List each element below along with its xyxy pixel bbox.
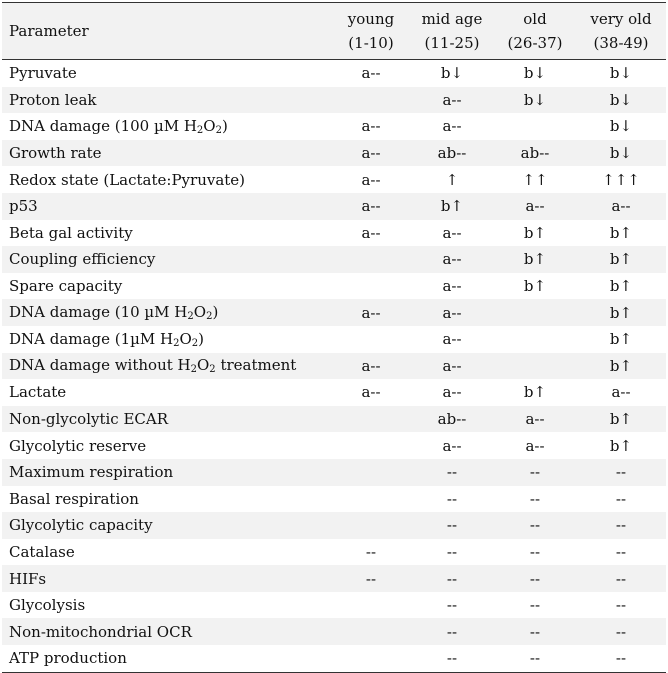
- parameter-text: ): [212, 303, 219, 322]
- table-row: [2, 113, 666, 140]
- parameter-text: HIFs: [9, 569, 47, 588]
- parameter-text: Spare capacity: [9, 277, 123, 296]
- parameter-name: [2, 113, 332, 140]
- table-row: [2, 379, 666, 406]
- header-parameter: Parameter: [2, 3, 332, 60]
- value-cell: [494, 113, 576, 140]
- value-cell: [494, 326, 576, 353]
- value-cell: ab--: [410, 140, 494, 167]
- value-cell: a--: [576, 193, 666, 220]
- parameter-name: [2, 273, 332, 300]
- value-cell: [332, 406, 410, 433]
- group-name: mid age: [421, 10, 483, 28]
- value-cell: b↓: [609, 64, 633, 83]
- value-cell: a--: [410, 246, 494, 273]
- table-row: [2, 273, 666, 300]
- table-row: [2, 246, 666, 273]
- value-cell: ab--: [494, 140, 576, 167]
- table-row: [2, 486, 666, 513]
- value-cell: b↑: [576, 353, 666, 380]
- value-cell: a--: [361, 64, 381, 83]
- parameter-name: [2, 645, 332, 672]
- table-row: [2, 60, 666, 87]
- parameter-name: [2, 406, 332, 433]
- value-cell: --: [529, 489, 541, 508]
- parameter-name: [2, 512, 332, 539]
- parameter-name: [2, 618, 332, 645]
- value-cell: [332, 486, 410, 513]
- value-cell: a--: [442, 436, 462, 455]
- value-cell: a--: [442, 277, 462, 296]
- parameter-text: O: [203, 116, 216, 135]
- table-row: [2, 299, 666, 326]
- header-group-old: [494, 3, 576, 60]
- value-cell: --: [529, 596, 541, 615]
- value-cell: a--: [332, 353, 410, 380]
- value-cell: a--: [361, 383, 381, 402]
- parameter-name: [2, 432, 332, 459]
- value-cell: [332, 87, 410, 114]
- parameter-name: [2, 486, 332, 513]
- value-cell: --: [494, 459, 576, 486]
- value-cell: --: [494, 565, 576, 592]
- value-cell: --: [576, 512, 666, 539]
- parameter-name: [2, 326, 332, 353]
- value-cell: --: [615, 649, 627, 668]
- table-row: [2, 565, 666, 592]
- value-cell: b↑: [576, 406, 666, 433]
- parameter-text: Non-glycolytic ECAR: [9, 410, 169, 429]
- value-cell: [332, 618, 410, 645]
- value-cell: a--: [332, 299, 410, 326]
- value-cell: --: [410, 618, 494, 645]
- header-group-very-old: [576, 3, 666, 60]
- table-row: [2, 645, 666, 672]
- parameter-name: [2, 193, 332, 220]
- value-cell: --: [529, 542, 541, 561]
- parameter-table: [2, 2, 666, 673]
- value-cell: --: [446, 649, 458, 668]
- parameter-name: [2, 459, 332, 486]
- value-cell: [332, 273, 410, 300]
- table-body: [2, 60, 666, 673]
- value-cell: a--: [442, 330, 462, 349]
- group-range: (38-49): [593, 34, 649, 52]
- value-cell: a--: [361, 223, 381, 242]
- value-cell: b↑: [609, 223, 633, 242]
- value-cell: --: [615, 542, 627, 561]
- value-cell: b↑: [494, 246, 576, 273]
- value-cell: --: [615, 596, 627, 615]
- subscript: 2: [187, 311, 194, 323]
- value-cell: a--: [332, 193, 410, 220]
- value-cell: [332, 592, 410, 619]
- group-range: (11-25): [424, 34, 480, 52]
- parameter-text: Redox state (Lactate:Pyruvate): [9, 170, 246, 189]
- value-cell: --: [494, 512, 576, 539]
- value-cell: a--: [494, 406, 576, 433]
- value-cell: [332, 459, 410, 486]
- value-cell: ↑↑: [522, 170, 548, 189]
- parameter-name: [2, 299, 332, 326]
- value-cell: a--: [442, 117, 462, 136]
- value-cell: b↑: [609, 277, 633, 296]
- parameter-text: Lactate: [9, 383, 67, 402]
- parameter-text: Coupling efficiency: [9, 250, 156, 269]
- table-row: [2, 432, 666, 459]
- parameter-text: Non-mitochondrial OCR: [9, 622, 192, 641]
- table-row: [2, 618, 666, 645]
- header-group-mid-age: [410, 3, 494, 60]
- subscript: 2: [215, 124, 222, 136]
- table-row: [2, 539, 666, 566]
- parameter-text: O: [179, 329, 192, 348]
- value-cell: b↓: [494, 87, 576, 114]
- value-cell: --: [446, 542, 458, 561]
- parameter-name: [2, 246, 332, 273]
- table-row: [2, 140, 666, 167]
- value-cell: --: [332, 565, 410, 592]
- group-range: (1-10): [348, 34, 394, 52]
- value-cell: --: [494, 618, 576, 645]
- subscript: 2: [173, 337, 180, 349]
- table-row: [2, 87, 666, 114]
- header-row: [2, 3, 666, 60]
- value-cell: [332, 432, 410, 459]
- value-cell: b↑: [523, 383, 547, 402]
- parameter-text: ATP production: [9, 649, 127, 668]
- parameter-text: Glycolytic reserve: [9, 436, 147, 455]
- subscript: 2: [191, 337, 199, 349]
- value-cell: --: [576, 618, 666, 645]
- value-cell: b↓: [440, 64, 464, 83]
- value-cell: --: [529, 649, 541, 668]
- parameter-name: [2, 87, 332, 114]
- value-cell: a--: [442, 223, 462, 242]
- subscript: 2: [209, 364, 216, 376]
- value-cell: a--: [442, 383, 462, 402]
- header-group-young: [332, 3, 410, 60]
- parameter-text: Growth rate: [9, 144, 102, 163]
- value-cell: a--: [332, 140, 410, 167]
- value-cell: [332, 645, 410, 672]
- value-cell: [332, 326, 410, 353]
- parameter-name: [2, 220, 332, 247]
- parameter-text: Proton leak: [9, 90, 97, 109]
- value-cell: b↓: [523, 64, 547, 83]
- value-cell: a--: [361, 117, 381, 136]
- parameter-text: DNA damage without H: [9, 356, 191, 375]
- parameter-text: treatment: [215, 356, 297, 375]
- value-cell: b↑: [576, 299, 666, 326]
- value-cell: b↓: [576, 140, 666, 167]
- parameter-text: DNA damage (1µM H: [9, 329, 174, 348]
- table-row: [2, 353, 666, 380]
- value-cell: --: [446, 596, 458, 615]
- parameter-name: [2, 565, 332, 592]
- table-row: [2, 166, 666, 193]
- table-row: [2, 592, 666, 619]
- value-cell: [494, 353, 576, 380]
- subscript: 2: [196, 124, 204, 136]
- parameter-text: Maximum respiration: [9, 463, 174, 482]
- parameter-text: O: [196, 356, 210, 375]
- parameter-name: [2, 539, 332, 566]
- value-cell: b↑: [609, 330, 633, 349]
- group-range: (26-37): [507, 34, 563, 52]
- subscript: 2: [190, 364, 197, 376]
- table-header: [2, 3, 666, 60]
- value-cell: a--: [611, 383, 631, 402]
- value-cell: b↓: [609, 117, 633, 136]
- parameter-text: DNA damage (10 µM H: [9, 303, 188, 322]
- value-cell: --: [446, 489, 458, 508]
- value-cell: ↑: [445, 170, 459, 189]
- parameter-text: Beta gal activity: [9, 223, 133, 242]
- group-name: old: [523, 10, 547, 28]
- value-cell: a--: [410, 299, 494, 326]
- parameter-text: Pyruvate: [9, 64, 77, 83]
- parameter-text: DNA damage (100 µM H: [9, 116, 197, 135]
- value-cell: --: [576, 565, 666, 592]
- group-name: very old: [590, 10, 652, 28]
- value-cell: --: [410, 459, 494, 486]
- value-cell: [332, 512, 410, 539]
- table-row: [2, 406, 666, 433]
- value-cell: a--: [525, 436, 545, 455]
- value-cell: --: [410, 512, 494, 539]
- table-row: [2, 459, 666, 486]
- parameter-name: [2, 353, 332, 380]
- parameter-text: ): [221, 116, 228, 135]
- parameter-text: Catalase: [9, 542, 75, 561]
- subscript: 2: [206, 311, 213, 323]
- table-row: [2, 326, 666, 353]
- value-cell: ab--: [410, 406, 494, 433]
- value-cell: b↑: [410, 193, 494, 220]
- value-cell: a--: [410, 87, 494, 114]
- parameter-text: Glycolytic capacity: [9, 516, 153, 535]
- parameter-text: O: [193, 303, 207, 322]
- value-cell: a--: [494, 193, 576, 220]
- value-cell: --: [576, 459, 666, 486]
- value-cell: --: [410, 565, 494, 592]
- value-cell: [332, 246, 410, 273]
- parameter-name: [2, 60, 332, 87]
- group-name: young: [347, 10, 395, 28]
- value-cell: [494, 299, 576, 326]
- parameter-name: [2, 140, 332, 167]
- parameter-text: p53: [9, 197, 38, 216]
- value-cell: ↑↑↑: [602, 170, 640, 189]
- value-cell: --: [615, 489, 627, 508]
- value-cell: b↑: [523, 277, 547, 296]
- table-row: [2, 220, 666, 247]
- value-cell: --: [365, 542, 377, 561]
- parameter-text: ): [198, 329, 204, 348]
- value-cell: b↑: [576, 246, 666, 273]
- parameter-name: [2, 166, 332, 193]
- value-cell: b↓: [576, 87, 666, 114]
- table-row: [2, 193, 666, 220]
- value-cell: a--: [410, 353, 494, 380]
- value-cell: b↑: [609, 436, 633, 455]
- parameter-name: [2, 379, 332, 406]
- parameter-name: [2, 592, 332, 619]
- value-cell: b↑: [523, 223, 547, 242]
- parameter-text: Glycolysis: [9, 596, 86, 615]
- parameter-text: Basal respiration: [9, 489, 139, 508]
- value-cell: a--: [361, 170, 381, 189]
- table-row: [2, 512, 666, 539]
